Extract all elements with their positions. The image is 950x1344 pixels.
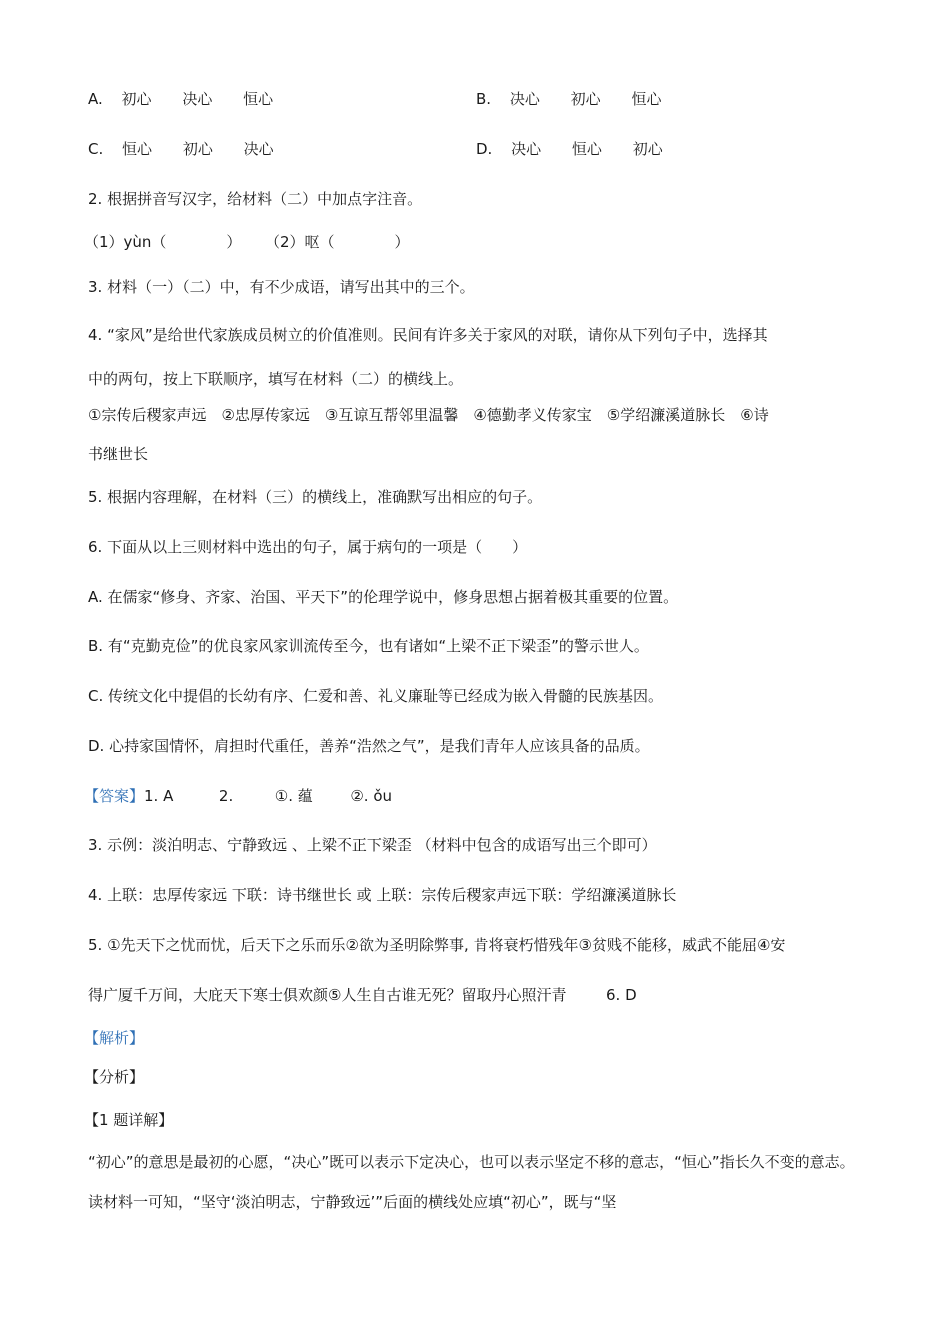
question-5-title: 5. 根据内容理解，在材料（三）的横线上，准确默写出相应的句子。 [88, 488, 543, 506]
option-label: C. [88, 140, 104, 158]
question-6-option-c: C. 传统文化中提倡的长幼有序、仁爱和善、礼义廉耻等已经成为嵌入骨髓的民族基因。 [88, 687, 664, 705]
answer-2-part-1: ①. 蕴 [274, 787, 313, 805]
answer-4: 4. 上联：忠厚传家远 下联：诗书继世长 或 上联：宗传后稷家声远下联：学绍濂溪道脉长 [88, 886, 677, 904]
detail-1-paragraph: “初心”的意思是最初的心愿，“决心”既可以表示下定决心，也可以表示坚定不移的意志，“恒心”指长久不变的意志。读材料一可知，“坚守‘淡泊明志，宁静致远’”后面的横线处应填“初心”，既与“坚 [88, 1153, 855, 1211]
answer-5-line-2: 得广厦千万间，大庇天下寒士俱欢颜⑤人生自古谁无死？留取丹心照汗青 6. D [88, 986, 637, 1004]
question-2-title: 2. 根据拼音写汉字，给材料（二）中加点字注音。 [88, 190, 423, 208]
option-label: D. [476, 140, 493, 158]
option-label: B. [476, 90, 492, 108]
question-3-title: 3. 材料（一）（二）中，有不少成语，请写出其中的三个。 [88, 278, 475, 296]
option-c: C. 恒心 初心 决心 [88, 140, 274, 158]
analysis-subheading: 【分析】 [84, 1068, 145, 1086]
answer-2-part-2: ②. ǒu [350, 787, 393, 805]
answer-tag: 【答案】 [84, 787, 145, 805]
question-4-choices-cont: 书继世长 [88, 445, 149, 463]
question-6-option-d: D. 心持家国情怀，肩担时代重任，善养“浩然之气”，是我们青年人应该具备的品质。 [88, 737, 650, 755]
answer-1: 1. A [144, 787, 174, 805]
answer-line [84, 785, 392, 806]
question-4-choices: ①宗传后稷家声远 ②忠厚传家远 ③互谅互帮邻里温馨 ④德勤孝义传家宝 ⑤学绍濂溪道脉长 ⑥诗 [88, 406, 769, 424]
analysis-tag: 【解析】 [84, 1029, 145, 1047]
option-label: A. [88, 90, 103, 108]
answer-3: 3. 示例：淡泊明志、宁静致远 、上梁不正下梁歪 （材料中包含的成语写出三个即可） [88, 836, 657, 854]
question-4-line-1: 4. “家风”是给世代家族成员树立的价值准则。民间有许多关于家风的对联，请你从下列句子中，选择其 [88, 326, 768, 344]
question-2-items: （1）yùn（ ） （2）呕（ ） [84, 233, 410, 251]
option-a: A. 初心 决心 恒心 [88, 90, 274, 108]
option-b: B. 决心 初心 恒心 [476, 90, 662, 108]
answer-5-line-1: 5. ①先天下之忧而忧，后天下之乐而乐②欲为圣明除弊事, 肯将衰朽惜残年③贫贱不能移，威武不能屈④安 [88, 936, 786, 954]
question-6-option-b: B. 有“克勤克俭”的优良家风家训流传至今，也有诸如“上梁不正下梁歪”的警示世人。 [88, 637, 649, 655]
answer-6: 6. D [606, 986, 637, 1004]
option-d: D. 决心 恒心 初心 [476, 140, 663, 158]
question-6-title: 6. 下面从以上三则材料中选出的句子，属于病句的一项是（ ） [88, 538, 528, 556]
answer-2-number: 2. [218, 787, 234, 805]
question-6-option-a: A. 在儒家“修身、齐家、治国、平天下”的伦理学说中，修身思想占据着极其重要的位置。 [88, 588, 679, 606]
question-4-line-2: 中的两句，按上下联顺序，填写在材料（二）的横线上。 [88, 370, 464, 388]
detail-1-heading: 【1 题详解】 [84, 1111, 174, 1129]
